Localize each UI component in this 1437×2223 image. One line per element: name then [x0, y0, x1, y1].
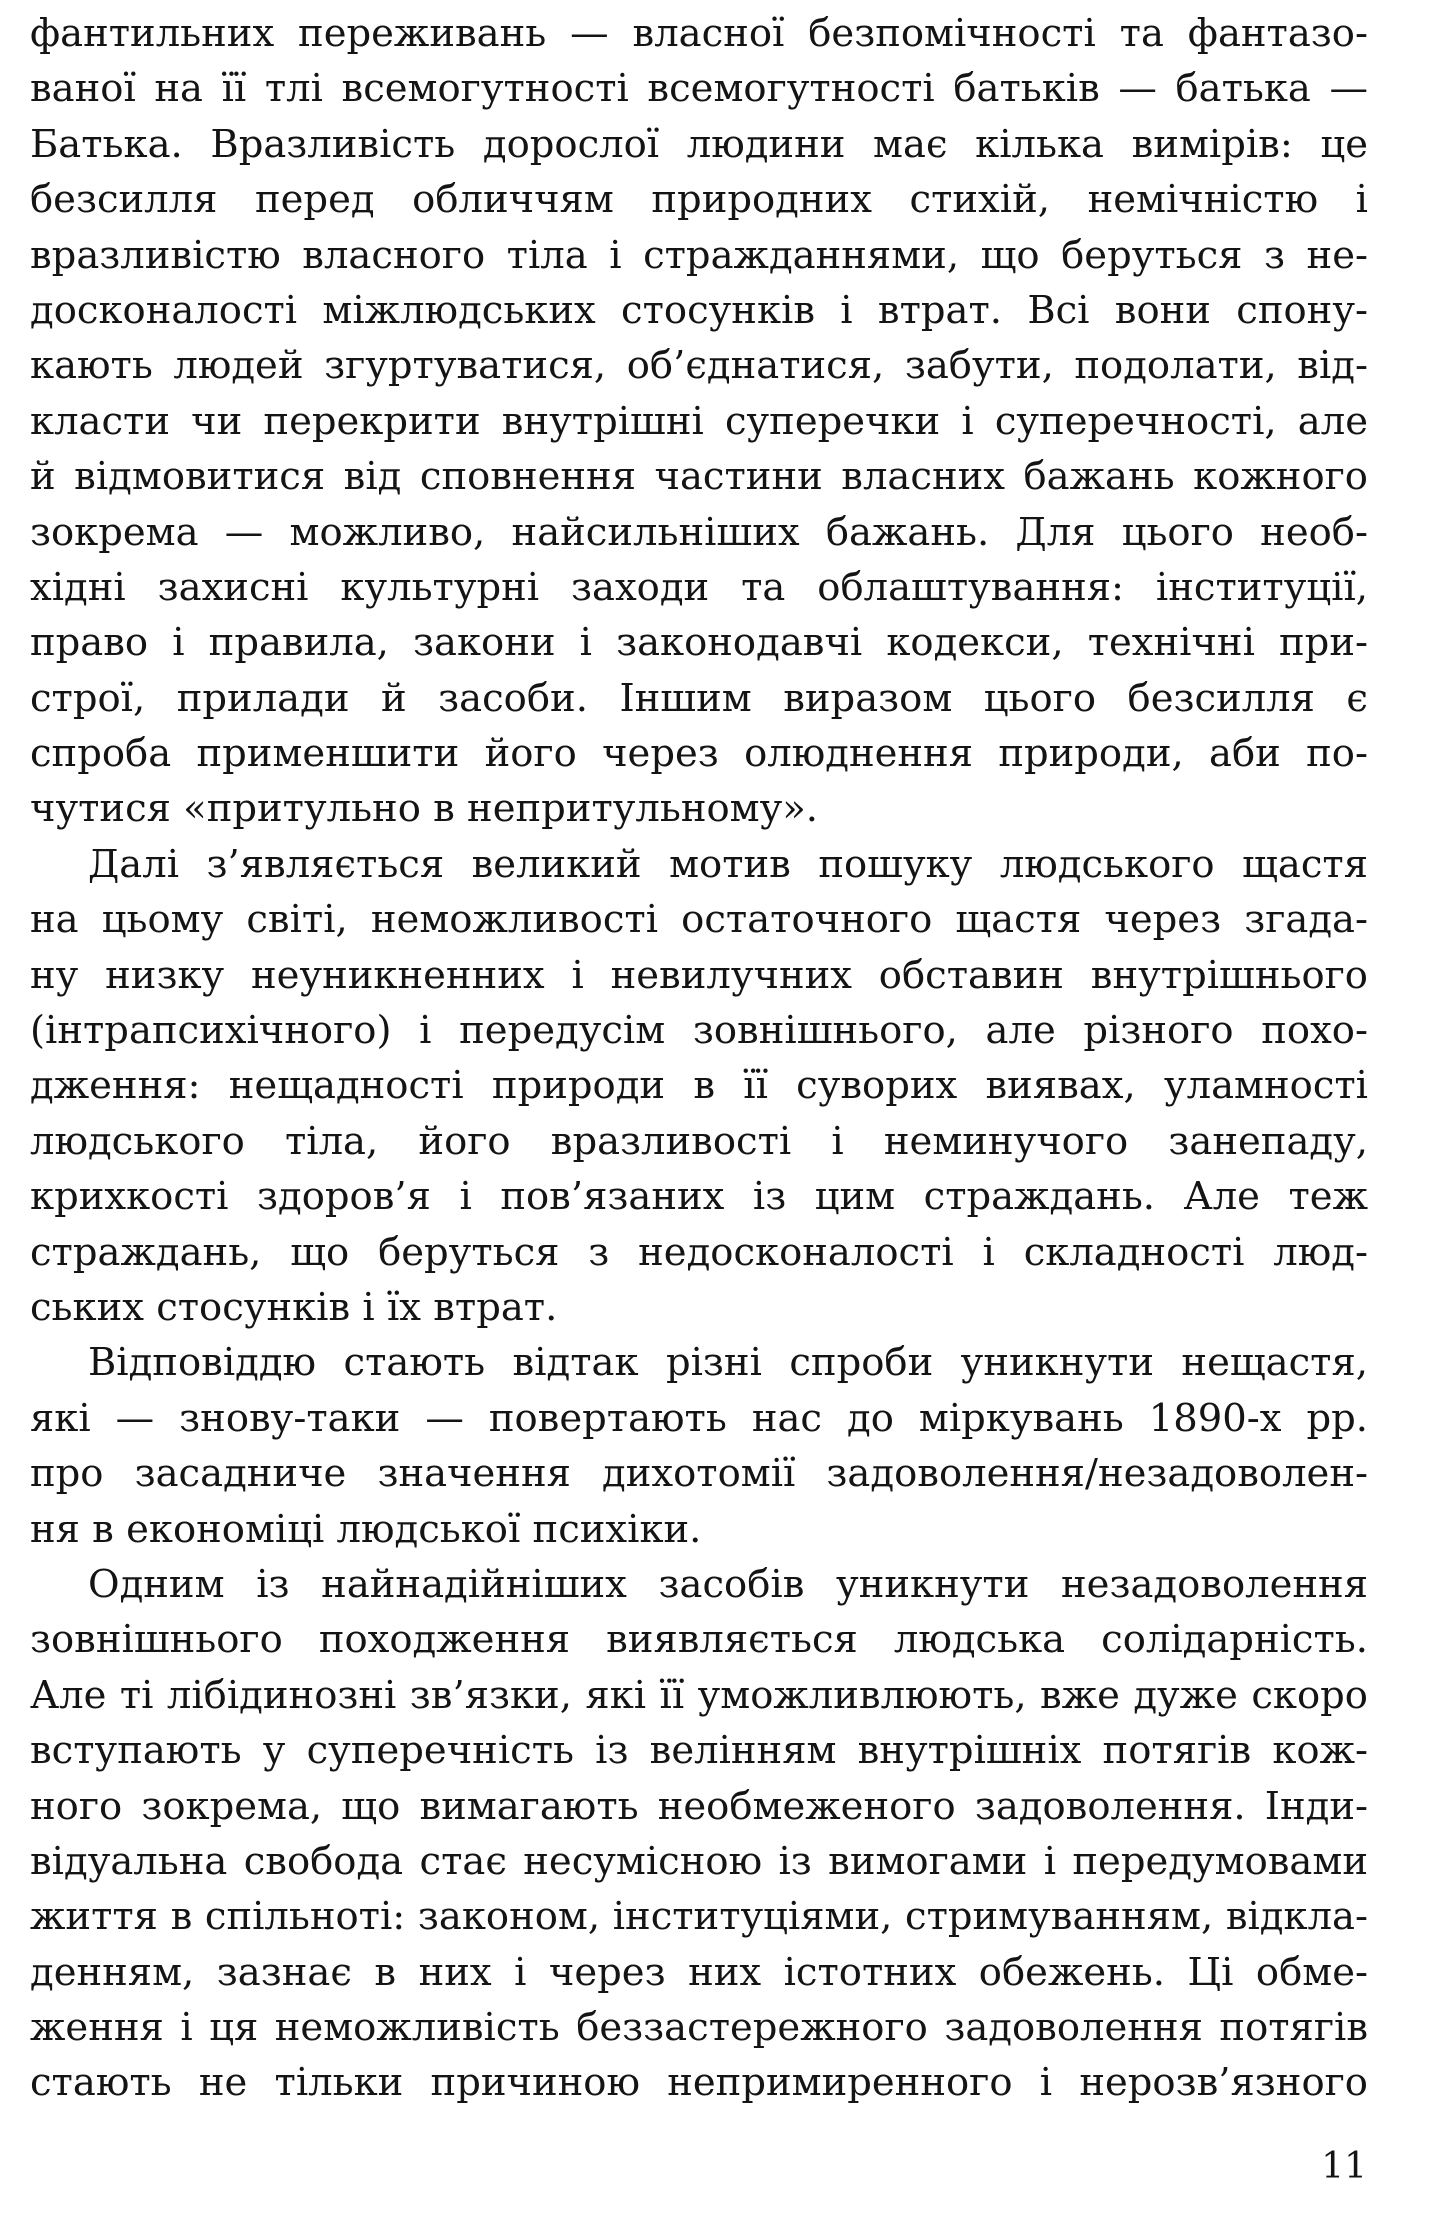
text-line: на цьому світі, неможливості остаточного щастя через згада-: [30, 897, 1368, 943]
text-line: вступають у суперечність із велінням внутрішніх потягів кож-: [30, 1728, 1368, 1774]
text-line: право і правила, закони і законодавчі кодекси, технічні при-: [30, 620, 1368, 666]
text-line: страждань, що беруться з недосконалості і складності люд-: [30, 1229, 1368, 1275]
text-line: стають не тільки причиною непримиренного і нерозв’язного: [30, 2060, 1368, 2106]
paragraph: [30, 1557, 1368, 2111]
paragraph: [30, 837, 1368, 1336]
text-line: вразливістю власного тіла і стражданнями, що беруться з не-: [30, 232, 1368, 278]
text-line: кають людей згуртуватися, об’єднатися, забути, подолати, від-: [30, 343, 1368, 389]
text-line: безсилля перед обличчям природних стихій, немічністю і: [30, 177, 1368, 223]
text-line: строї, прилади й засоби. Іншим виразом цього безсилля є: [30, 675, 1368, 721]
text-line: досконалості міжлюдських стосунків і втрат. Всі вони спону-: [30, 287, 1368, 333]
text-line: й відмовитися від сповнення частини власних бажань кожного: [30, 454, 1368, 500]
text-line: людського тіла, його вразливості і неминучого занепаду,: [30, 1118, 1368, 1164]
text-line: (інтрапсихічного) і передусім зовнішнього, але різного похо-: [30, 1008, 1368, 1054]
text-line: чутися «притульно в непритульному».: [30, 786, 819, 832]
text-line: про засадниче значення дихотомії задоволення/незадоволен-: [30, 1451, 1368, 1497]
text-line: хідні захисні культурні заходи та облаштування: інституції,: [30, 564, 1368, 610]
text-line: відуальна свобода стає несумісною із вимогами і передумовами: [30, 1838, 1368, 1884]
text-line: ження і ця неможливість беззастережного задоволення потягів: [30, 2005, 1368, 2051]
text-line: Далі з’являється великий мотив пошуку людського щастя: [88, 841, 1368, 887]
text-line: фантильних переживань — власної безпомічності та фантазо-: [30, 11, 1368, 56]
text-line: класти чи перекрити внутрішні суперечки і суперечності, але: [30, 398, 1368, 444]
text-line: зокрема — можливо, найсильніших бажань. Для цього необ-: [30, 509, 1368, 555]
text-line: ських стосунків і їх втрат.: [30, 1284, 558, 1330]
text-line: крихкості здоров’я і пов’язаних із цим страждань. Але теж: [30, 1174, 1368, 1220]
text-line: ваної на її тлі всемогутності всемогутності батьків — батька —: [30, 66, 1368, 112]
page-number: 11: [1321, 2146, 1367, 2187]
text-line: які — знову-таки — повертають нас до міркувань 1890-х рр.: [30, 1395, 1368, 1441]
paragraph: [30, 1335, 1368, 1557]
text-line: Одним із найнадійніших засобів уникнути незадоволення: [88, 1561, 1368, 1607]
text-line: денням, зазнає в них і через них істотних обежень. Ці обме-: [30, 1949, 1368, 1995]
text-line: Відповіддю стають відтак різні спроби уникнути нещастя,: [88, 1340, 1368, 1386]
document-page: [30, 6, 1368, 2111]
text-line: ну низку неуникненних і невилучних обставин внутрішнього: [30, 952, 1368, 998]
text-line: ного зокрема, що вимагають необмеженого задоволення. Інди-: [30, 1783, 1368, 1829]
text-line: спроба применшити його через олюднення природи, аби по-: [30, 731, 1368, 777]
text-line: Батька. Вразливість дорослої людини має кілька вимірів: це: [30, 121, 1368, 167]
text-line: Але ті лібідинозні зв’язки, які її уможливлюють, вже дуже скоро: [30, 1672, 1368, 1718]
text-line: ня в економіці людської психіки.: [30, 1506, 702, 1552]
paragraph: [30, 6, 1368, 837]
text-line: зовнішнього походження виявляється людська солідарність.: [30, 1617, 1368, 1663]
text-line: життя в спільноті: законом, інституціями, стримуванням, відкла-: [30, 1894, 1368, 1940]
text-line: дження: нещадності природи в її суворих виявах, уламності: [30, 1063, 1368, 1109]
